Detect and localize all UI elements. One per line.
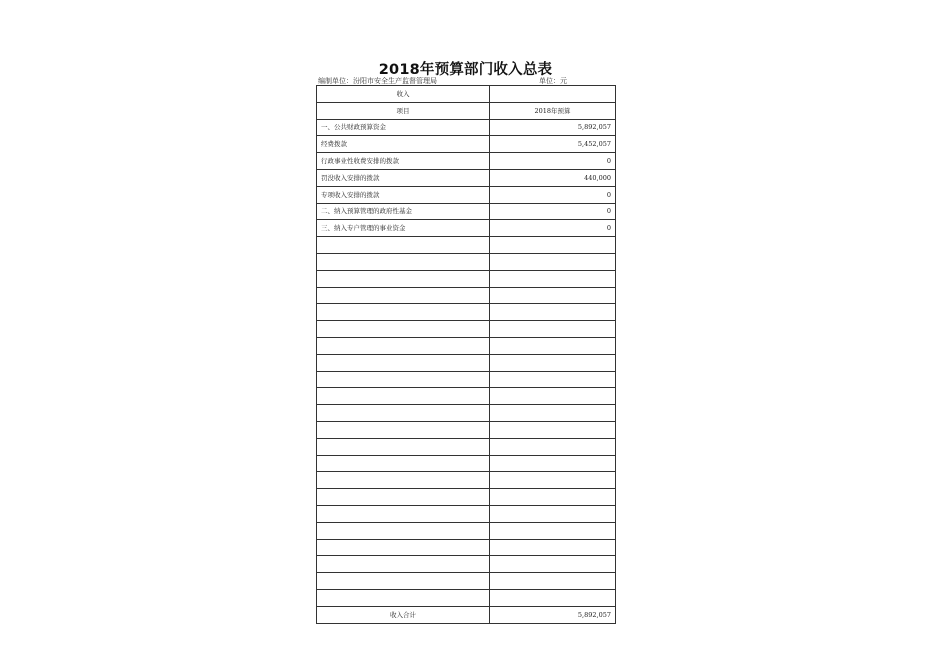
empty-row <box>317 489 616 506</box>
empty-row <box>317 455 616 472</box>
empty-cell <box>490 421 616 438</box>
empty-cell <box>317 421 490 438</box>
item-cell: 二、纳入预算管理的政府性基金 <box>317 203 490 220</box>
item-cell: 经费拨款 <box>317 136 490 153</box>
empty-cell <box>317 388 490 405</box>
empty-cell <box>317 337 490 354</box>
empty-cell <box>317 253 490 270</box>
empty-row <box>317 321 616 338</box>
empty-row <box>317 253 616 270</box>
total-value-cell: 5,892,057 <box>490 606 616 623</box>
empty-row <box>317 287 616 304</box>
empty-cell <box>317 304 490 321</box>
value-cell: 0 <box>490 220 616 237</box>
value-cell: 440,000 <box>490 169 616 186</box>
empty-cell <box>490 573 616 590</box>
empty-cell <box>490 287 616 304</box>
value-cell: 5,892,057 <box>490 119 616 136</box>
empty-cell <box>490 489 616 506</box>
header-group-empty-cell <box>490 86 616 103</box>
value-cell: 0 <box>490 186 616 203</box>
table-row <box>317 220 616 237</box>
empty-row <box>317 589 616 606</box>
empty-cell <box>490 321 616 338</box>
empty-row <box>317 371 616 388</box>
empty-cell <box>490 304 616 321</box>
empty-cell <box>317 522 490 539</box>
item-cell: 三、纳入专户管理的事业资金 <box>317 220 490 237</box>
report-title: 2018年预算部门收入总表 <box>378 62 553 78</box>
header-row <box>317 102 616 119</box>
empty-row <box>317 354 616 371</box>
empty-cell <box>317 405 490 422</box>
empty-cell <box>317 287 490 304</box>
empty-cell <box>317 505 490 522</box>
table-row <box>317 136 616 153</box>
empty-cell <box>490 556 616 573</box>
income-table <box>316 85 616 624</box>
value-cell: 0 <box>490 153 616 170</box>
empty-cell <box>490 589 616 606</box>
item-cell: 专项收入安排的拨款 <box>317 186 490 203</box>
org-label: 编制单位：汾阳市安全生产监督管理局 <box>318 77 437 85</box>
header-group-cell: 收入 <box>317 86 490 103</box>
empty-row <box>317 304 616 321</box>
table-row <box>317 119 616 136</box>
unit-label: 单位：元 <box>539 77 567 85</box>
total-row <box>317 606 616 623</box>
empty-row <box>317 421 616 438</box>
empty-cell <box>317 556 490 573</box>
total-label-cell: 收入合计 <box>317 606 490 623</box>
empty-row <box>317 438 616 455</box>
empty-cell <box>317 321 490 338</box>
empty-cell <box>317 270 490 287</box>
empty-row <box>317 522 616 539</box>
value-cell: 5,452,057 <box>490 136 616 153</box>
empty-cell <box>490 438 616 455</box>
empty-row <box>317 237 616 254</box>
empty-cell <box>317 438 490 455</box>
item-cell: 罚没收入安排的拨款 <box>317 169 490 186</box>
table-row <box>317 169 616 186</box>
empty-cell <box>317 573 490 590</box>
empty-cell <box>490 388 616 405</box>
empty-cell <box>490 371 616 388</box>
empty-cell <box>317 455 490 472</box>
empty-cell <box>317 539 490 556</box>
item-cell: 行政事业性收费安排的拨款 <box>317 153 490 170</box>
empty-cell <box>317 489 490 506</box>
empty-cell <box>490 522 616 539</box>
empty-cell <box>317 589 490 606</box>
header-budget-cell: 2018年预算 <box>490 102 616 119</box>
table-row <box>317 186 616 203</box>
empty-row <box>317 539 616 556</box>
empty-row <box>317 472 616 489</box>
table-row <box>317 153 616 170</box>
empty-cell <box>490 237 616 254</box>
empty-cell <box>317 472 490 489</box>
empty-row <box>317 337 616 354</box>
empty-row <box>317 505 616 522</box>
empty-cell <box>490 354 616 371</box>
header-group-row <box>317 86 616 103</box>
empty-row <box>317 556 616 573</box>
empty-cell <box>490 270 616 287</box>
header-item-cell: 项目 <box>317 102 490 119</box>
item-cell: 一、公共财政预算资金 <box>317 119 490 136</box>
empty-row <box>317 270 616 287</box>
empty-row <box>317 388 616 405</box>
empty-cell <box>490 337 616 354</box>
empty-cell <box>490 505 616 522</box>
empty-cell <box>490 405 616 422</box>
value-cell: 0 <box>490 203 616 220</box>
empty-cell <box>490 539 616 556</box>
empty-cell <box>317 354 490 371</box>
empty-cell <box>317 237 490 254</box>
table-row <box>317 203 616 220</box>
empty-cell <box>490 472 616 489</box>
empty-cell <box>490 455 616 472</box>
empty-cell <box>490 253 616 270</box>
empty-cell <box>317 371 490 388</box>
empty-row <box>317 573 616 590</box>
empty-row <box>317 405 616 422</box>
